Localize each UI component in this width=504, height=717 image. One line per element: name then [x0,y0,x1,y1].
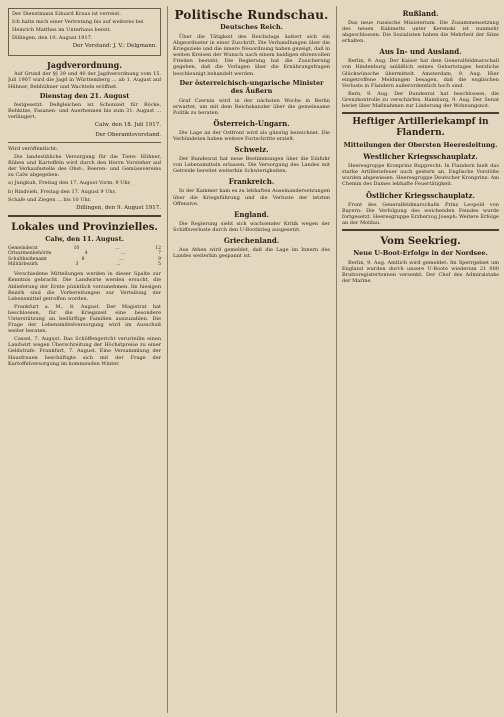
table-cell: 10 [73,245,80,251]
east-text: Front des Generalfeldmarschalls Prinz Leopold von Bayern: Die Verfolgung des weichenden Feindes wurde fortgesetzt. Heeresgruppe Erzherzog Joseph: Weitere Erfolge an der Moldau. [342,201,499,226]
politics-text-1: Über die Tätigkeit des Reichstags äußert sich ein Abgeordneter in einer Zuschrift. Die Verhandlungen über die Kriegsziele und die innere Neuordnung haben gezeigt, daß in weiten Kreisen der Wunsch nach einem baldigen ehrenvollen Frieden besteht. Die Regierung hat die Zusicherung gegeben, daß die Vorlagen über die Ernährungsfragen beschleunigt behandelt werden. [173,34,331,77]
politics-heading: Politische Rundschau. [174,8,329,22]
column-middle [167,6,330,713]
politics-text-4: Der Bundesrat hat neue Bestimmungen über die Einfuhr von Lebensmitteln erlassen. Die Versorgung des Landes mit Getreide bereitet weiterhin Schwierigkeiten. [173,156,331,175]
divider [8,142,161,143]
notice-signature: Der Vorstand: J. V.: Delgmann. [72,43,158,50]
fest-office: Der Oberamtsvorstand. [95,131,162,138]
notice-line-4: Dillingen, den 10. August 1917. [12,35,93,42]
jagd-heading: Jagdverordnung. [46,60,123,71]
section-divider [342,229,499,231]
table-cell: Schultheißenamt [8,256,47,262]
politics-sub-1: Deutsches Reich. [220,23,283,31]
sale-line-3: Schafe und Ziegen ... bis 10 Uhr. [8,196,92,203]
local-table [8,246,161,268]
fest-text: festgesetzt. Deßgleichen ist Schonzeit für Böcke, Rehkitze, Fasanen- und Auerhennen bis zum 31. August ... verlängert. [8,101,162,120]
russia-heading: Rußland. [402,9,439,18]
abroad-text-1: Berlin, 9. Aug. Der Kaiser hat dem Generalfeldmarschall von Hindenburg anläßlich seines Geburtstages herzliche Glückwünsche übermittelt. Amsterdam, 9. Aug. Hier eingetroffene Meldungen besagen, daß die englischen Verluste in Flandern außerordentlich hoch sind. [342,58,499,89]
table-cell: 8 [81,256,85,262]
table-cell: Gemeinderat [8,245,38,251]
sale-line-1: a) Jungkuh, Freitag den 17. August Vorm. 9 Uhr, [8,180,132,187]
russia-text: Das neue russische Ministerium. Die Zusammensetzung des neuen Kabinetts unter Kerenski ist nunmehr abgeschlossen. Die Sozialisten haben die Mehrheit der Sitze erhalten. [342,20,499,45]
politics-sub-5: Frankreich. [228,177,275,187]
local-text-3: Cassel, 7. August. Das Schöffengericht verurteilte einen Landwirt wegen Überschreitung der Höchstpreise zu einer Geldstrafe. Frankfurt, 7. August. Eine Versammlung der Hausfrauen beschäftigte sich mit der Frage der Kartoffelversorgung im kommenden Winter. [8,336,162,367]
table-cell: 9 [158,256,162,262]
flandern-heading: Heftiger Artilleriekampf in Flandern. [352,117,489,139]
politics-sub-4: Schweiz. [234,145,269,155]
notice-line-3: Heinrich Matthes im Unterhaus bereit. [12,27,112,34]
sale-heading: Wird veröffentlicht: [8,145,58,152]
politics-text-6: Die Regierung sieht sich wachsender Kritik wegen der Schiffsverluste durch den U-Bootkrieg ausgesetzt. [173,220,331,233]
notice-line-1: Der Dienstmann Eduard Kraus ist verreist. [12,11,121,17]
politics-sub-2: Der österreichisch-ungarische Minister des Äußern [179,78,324,95]
table-row [8,262,161,267]
jagd-date: Dienstag den 21. August [39,91,130,100]
west-heading: Westlicher Kriegsschauplatz. [363,152,478,162]
section-divider [8,215,161,217]
column-left [8,6,161,713]
table-cell: 3 [75,261,79,267]
abroad-text-2: Bern, 9. Aug. Der Bundesrat hat beschlossen, die Grenzkontrolle zu verschärfen. Hamburg, 9. Aug. Der Senat beriet über Maßnahmen zur Linderung der Wohnungsnot. [342,90,499,110]
local-subheading: Calw, den 11. August. [45,234,124,243]
politics-sub-3: Österreich-Ungarn. [213,118,290,128]
table-cell: 7 [158,251,162,257]
fest-signature: Calw, den 18. Juli 1917. [94,121,162,128]
table-cell: ... [116,261,121,267]
politics-text-7: Aus Athen wird gemeldet, daß die Lage im Innern des Landes weiterhin gespannt ist. [173,246,331,259]
sea-heading: Vom Seekrieg. [380,235,461,247]
politics-text-3: Die Lage an der Ostfront wird als günstig bezeichnet. Die Verbündeten haben weitere Fortschritte erzielt. [173,129,331,143]
politics-sub-6: England. [234,209,269,219]
table-cell: ... [115,245,120,251]
table-cell: 12 [155,245,162,251]
local-heading: Lokales und Provinzielles. [11,221,158,233]
politics-text-2: Graf Czernin wird in der nächsten Woche in Berlin erwartet, um mit dem Reichskanzler über die gemeinsame Politik zu beraten. [173,97,331,116]
sea-text: Berlin, 9. Aug. Amtlich wird gemeldet: Im Sperrgebiet um England wurden durch unsere U-Boote wiederum 21 000 Bruttoregistertonnen versenkt. Der Chef des Admiralstabs der Marine. [342,259,499,285]
column-layout [8,6,499,713]
sale-signature: Dillingen, den 9. August 1917. [76,204,162,211]
flandern-subheading: Mitteilungen der Obersten Heeresleitung. [343,141,498,150]
table-cell: ... [120,251,125,257]
notice-box [8,8,161,56]
west-text: Heeresgruppe Kronprinz Rupprecht: In Flandern hielt das starke Artilleriefeuer auch gestern an. Englische Vorstöße wurden abgewiesen. Heeresgruppe Deutscher Kronprinz: Am Chemin des Dames lebhafte Feuertätigkeit. [342,163,499,188]
column-right [336,6,499,713]
table-cell: ... [119,256,124,262]
abroad-heading: Aus In- und Ausland. [379,47,462,57]
local-text-2: Frankfurt a. M., 8. August. Der Magistrat hat beschlossen, für die Kriegszeit eine besondere Unterstützung an bedürftige Familien auszuzahlen. Die Frage der Lebensmittelversorgung wird im Ausschuß weiter beraten. [8,303,162,335]
section-divider [342,112,499,114]
table-cell: Militärbezirk [8,261,38,267]
sea-subheading: Neue U-Boot-Erfolge in der Nordsee. [353,248,488,257]
sale-line-2: b) Rindvieh, Freitag den 17. August 9 Uhr, [8,188,117,195]
east-heading: Östlicher Kriegsschauplatz. [366,190,475,200]
local-text: Verschiedene Mitteilungen werden in dieser Spalte zur Kenntnis gebracht. Die Landwirte werden ersucht, die Ablieferung der Ernte pünktlich vorzunehmen. Im hiesigen Bezirk sind die Vorbereitungen zur Verteilung der Lebensmittel getroffen worden. [8,271,162,302]
politics-sub-7: Griechenland. [223,235,280,245]
sale-text: Die landesübliche Versorgung für die Tiere: Hühner, Rüben und Kartoffeln wird durch den Herrn Vorsteher auf der Verkaufsstelle des Obst-, Beeren- und Gemüsevereins zu Calw abgegeben: [8,154,162,179]
table-cell: Ortsarmenbehörde [8,251,52,257]
notice-line-2: Ich halte mich einer Vertretung bis auf weiteres bei [12,19,144,26]
table-cell: 5 [158,261,162,267]
jagd-text: Auf Grund der §§ 39 und 40 der Jagdverordnung vom 15. Juli 1907 wird die Jagd in Württemberg ... ab 1. August auf Hühner, Rebhühner und Wachteln eröffnet. [8,71,162,90]
table-cell: 4 [84,251,88,257]
politics-text-5: In der Kammer kam es zu lebhaften Auseinandersetzungen über die Kriegsführung und die Verluste der letzten Offensive. [173,188,331,207]
